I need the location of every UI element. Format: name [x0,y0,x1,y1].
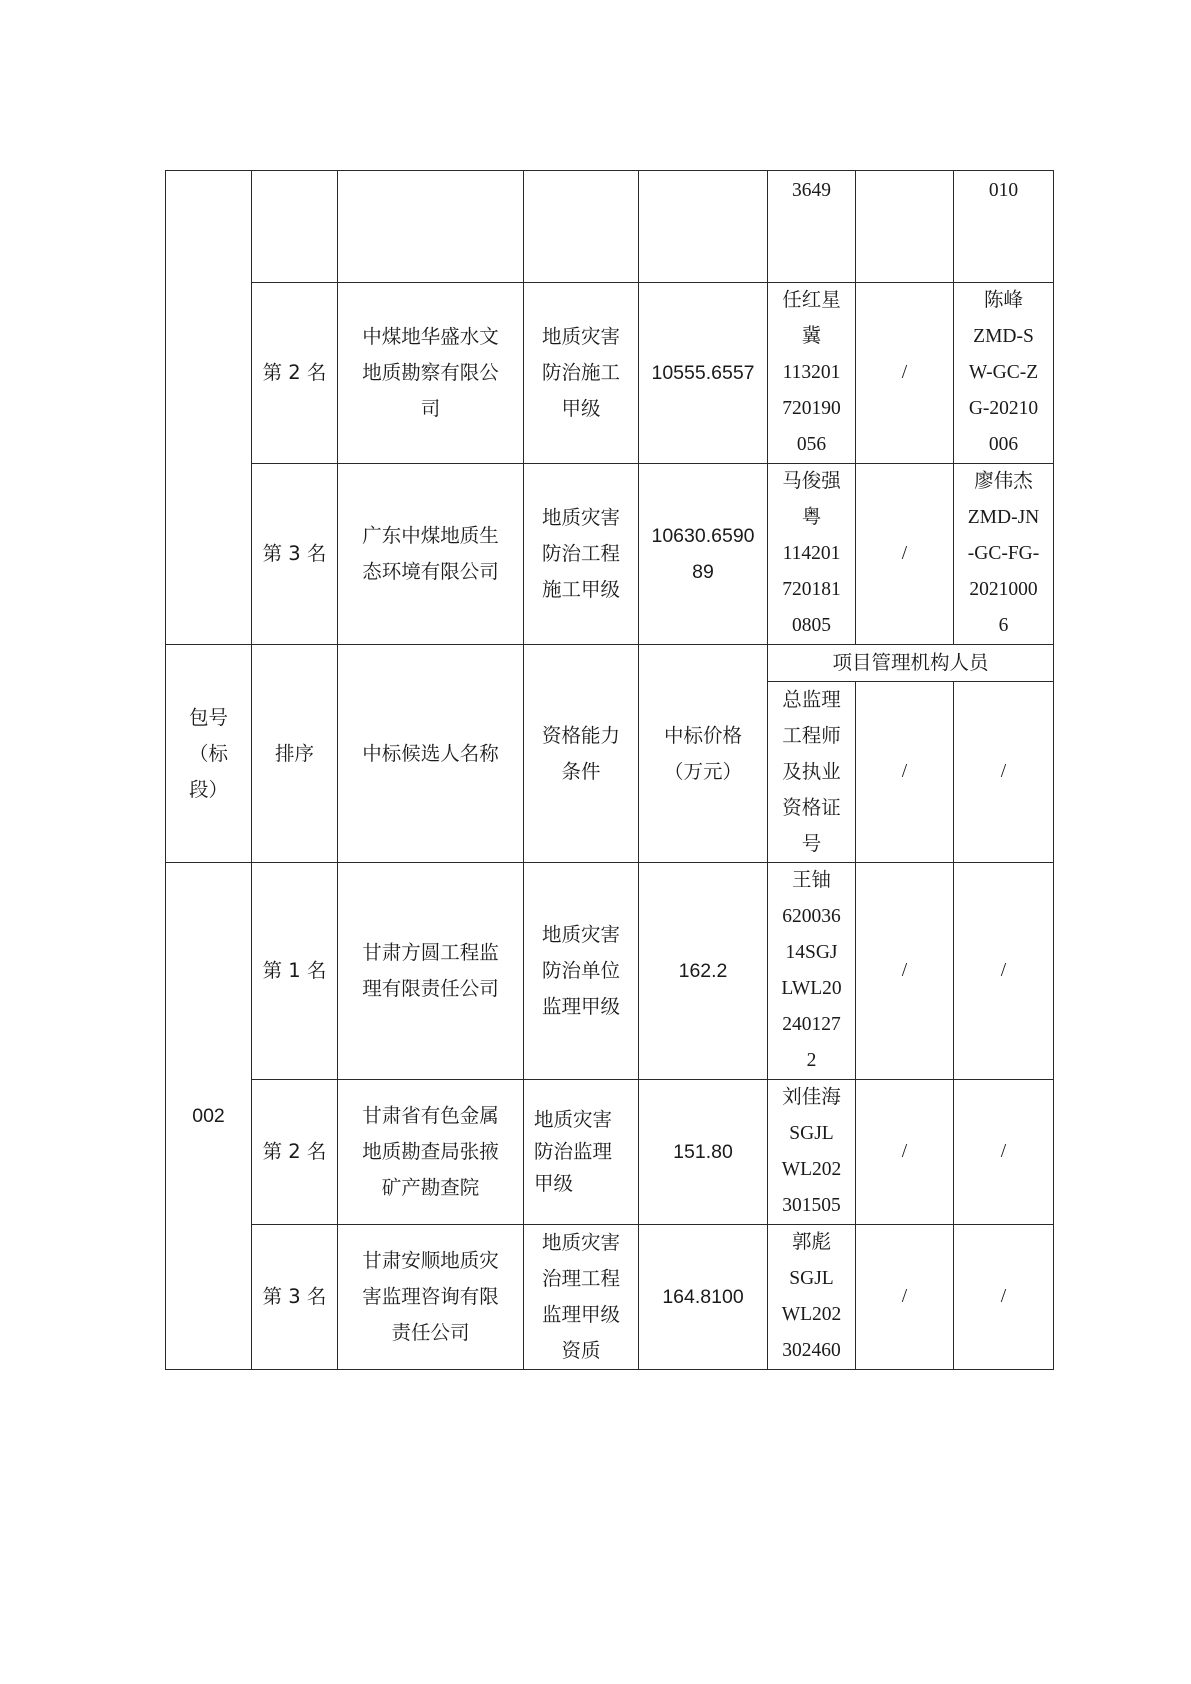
header-staff-group: 项目管理机构人员 [768,645,1054,682]
cert-number-tail: 3649 [768,171,856,283]
candidate-name-cell: 广东中煤地质生 态环境有限公司 [338,464,524,645]
price-cell: 162.2 [639,863,768,1080]
table-row [166,863,1054,1080]
header-row [166,645,1054,682]
package-cell-continued [166,171,252,645]
table-row [166,464,1054,645]
price-cell: 164.8100 [639,1225,768,1370]
header-rank: 排序 [252,645,338,863]
qualification-cell: 地质灾害 防治监理 甲级 [524,1080,639,1225]
header-package: 包号 （标 段） [166,645,252,863]
person-cell: 任红星 冀 113201 720190 056 [768,283,856,464]
col7-cell: / [856,1080,954,1225]
table-row [166,1080,1054,1225]
header-candidate: 中标候选人名称 [338,645,524,863]
col8-tail: 010 [954,171,1054,283]
person-cell: 马俊强 粤 114201 720181 0805 [768,464,856,645]
candidate-name-cell: 甘肃省有色金属 地质勘查局张掖 矿产勘查院 [338,1080,524,1225]
candidate-name-cell: 甘肃安顺地质灾 害监理咨询有限 责任公司 [338,1225,524,1370]
rank-cell: 第 3 名 [252,464,338,645]
qualification-cell: 地质灾害 防治单位 监理甲级 [524,863,639,1080]
col7-cell: / [856,283,954,464]
person-cell: 王铀 620036 14SGJ LWL20 240127 2 [768,863,856,1080]
col7-cell: / [856,464,954,645]
bid-candidates-table [165,170,1054,1370]
continuation-row [166,171,1054,283]
table-row [166,1225,1054,1370]
package-code-cell: 002 [166,863,252,1370]
qualification-cell: 地质灾害 防治工程 施工甲级 [524,464,639,645]
col8-cell: / [954,863,1054,1080]
qualification-cell: 地质灾害 防治施工 甲级 [524,283,639,464]
header-chief-engineer: 总监理 工程师 及执业 资格证 号 [768,682,856,863]
rank-cell: 第 2 名 [252,283,338,464]
col7-cell: / [856,863,954,1080]
rank-cell [252,171,338,283]
candidate-name-cell [338,171,524,283]
qualification-cell: 地质灾害 治理工程 监理甲级 资质 [524,1225,639,1370]
header-col7: / [856,682,954,863]
candidate-name-cell: 中煤地华盛水文 地质勘察有限公 司 [338,283,524,464]
col8-cell: 陈峰 ZMD-S W-GC-Z G-20210 006 [954,283,1054,464]
qualification-cell [524,171,639,283]
table-row [166,283,1054,464]
candidate-name-cell: 甘肃方圆工程监 理有限责任公司 [338,863,524,1080]
price-cell: 10630.6590 89 [639,464,768,645]
person-cell: 郭彪 SGJL WL202 302460 [768,1225,856,1370]
price-cell: 10555.6557 [639,283,768,464]
price-cell [639,171,768,283]
header-price: 中标价格 （万元） [639,645,768,863]
price-cell: 151.80 [639,1080,768,1225]
col7-cell [856,171,954,283]
rank-cell: 第 2 名 [252,1080,338,1225]
col8-cell: / [954,1225,1054,1370]
col7-cell: / [856,1225,954,1370]
col8-cell: 廖伟杰 ZMD-JN -GC-FG- 2021000 6 [954,464,1054,645]
col8-cell: / [954,1080,1054,1225]
header-qualification: 资格能力 条件 [524,645,639,863]
rank-cell: 第 1 名 [252,863,338,1080]
rank-cell: 第 3 名 [252,1225,338,1370]
person-cell: 刘佳海 SGJL WL202 301505 [768,1080,856,1225]
header-col8: / [954,682,1054,863]
